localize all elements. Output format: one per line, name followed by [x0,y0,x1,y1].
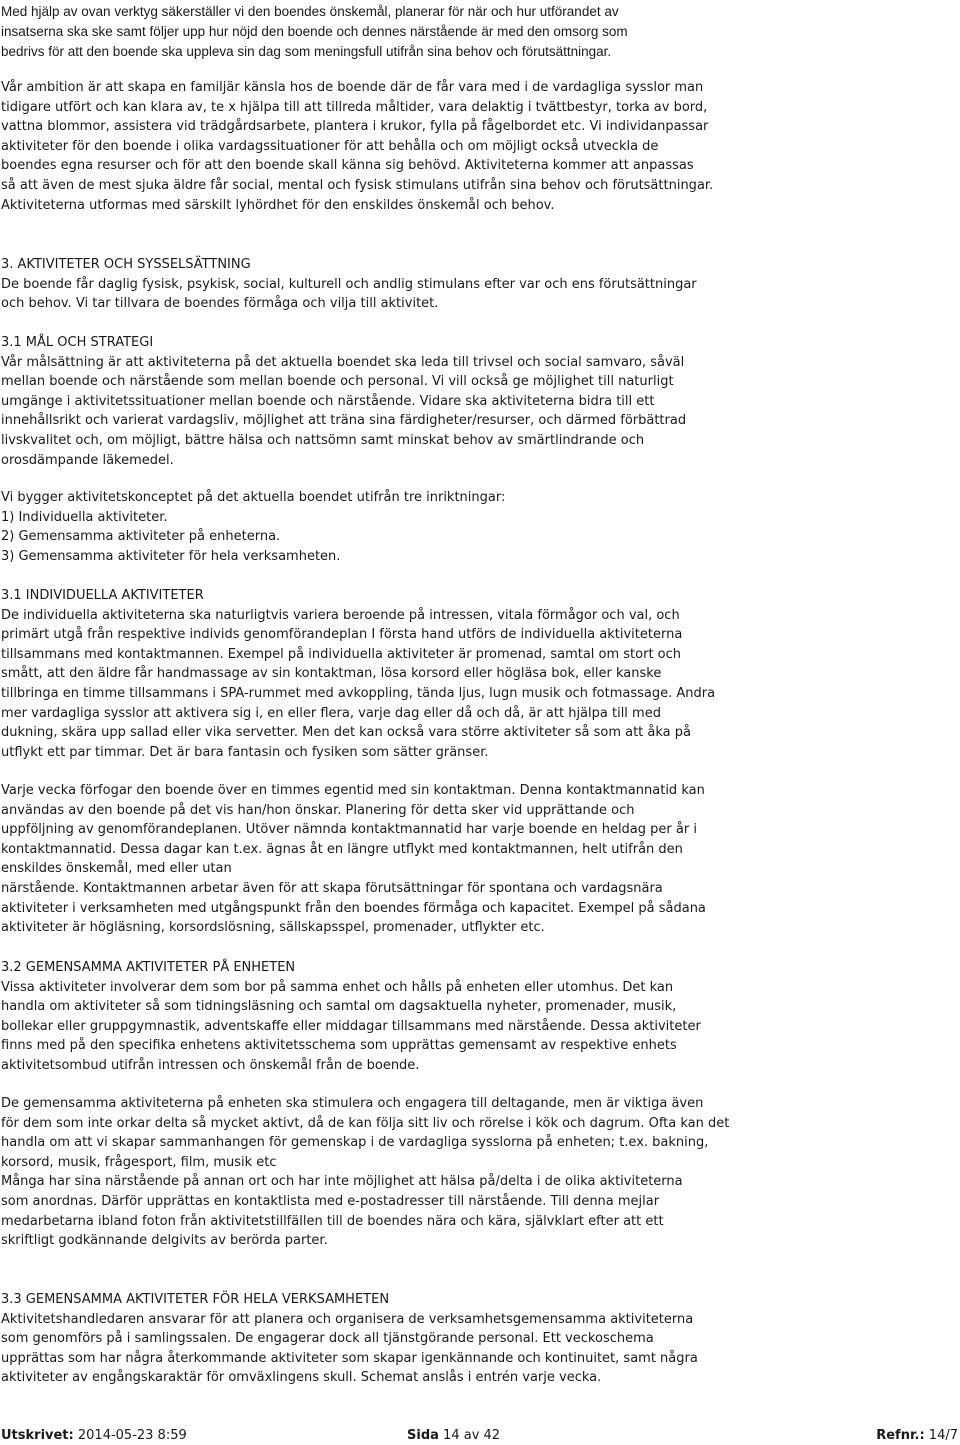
reference-number: Refnr.: 14/7 [876,1428,958,1443]
intro-paragraph: Med hjälp av ovan verktyg säkerställer vi den boendes önskemål, planerar för när och hur utförandet av insatserna ska ske samt följer upp hur nöjd den boende och dennes närstående är med den omsorg som bedrivs för att den boende ska uppleva sin dag som meningsfull utifrån sina behov och förutsättningar. [1,4,628,59]
activity-concept-list: Vi bygger aktivitetskonceptet på det aktuella boendet utifrån tre inriktningar: 1) Individuella aktiviteter. 2) Gemensamma aktiviteter på enheterna. 3) Gemensamma aktiviteter för hela verksamheten. [1,490,506,564]
page-number: Sida 14 av 42 [407,1428,501,1443]
section-3-2-unit: 3.2 GEMENSAMMA AKTIVITETER PÅ ENHETEN Vissa aktiviteter involverar dem som bor på samma enhet och hålls på enheten eller utomhus. Det kan handla om aktiviteter så som tidningsläsning och samtal om dagsaktuella nyheter, promenader, musik, bollekar eller gruppgymnastik, adventskaffe eller middagar tillsammans med närstående. Dessa aktiviteter finns med på den specifika enhetens aktivitetsschema som upprättas gemensamt av respektive enhets aktivitetsombud utifrån intressen och önskemål från de boende. [1,960,701,1073]
contact-person-paragraph: Varje vecka förfogar den boende över en timmes egentid med sin kontaktman. Denna kontaktmannatid kan användas av den boende på det vis han/hon önskar. Planering för detta sker vid upprättande och uppföljning av genomförandeplanen. Utöver nämnda kontaktmannatid har varje boende en heldag per år i kontaktmannatid. Dessa dagar kan t.ex. ägnas åt en längre utflykt med kontaktmannen, helt utifrån den enskildes önskemål, med eller utan närstående. Kontaktmannen arbetar även för att skapa förutsättningar för spontana och vardagsnära aktiviteter i verksamheten med utgångspunkt från den boendes förmåga och kapacitet. Exempel på sådana aktiviteter är högläsning, korsordslösning, sällskapsspel, promenader, utflykter etc. [1,783,706,936]
printed-date: Utskrivet: 2014-05-23 8:59 [1,1428,187,1443]
section-3-activities: 3. AKTIVITETER OCH SYSSELSÄTTNING De boende får daglig fysisk, psykisk, social, kulturell och andlig stimulans efter var och ens förutsättningar och behov. Vi tar tillvara de boendes förmåga och vilja till aktivitet. [1,257,697,312]
page-footer [1,1427,958,1445]
section-3-3-whole: 3.3 GEMENSAMMA AKTIVITETER FÖR HELA VERKSAMHETEN Aktivitetshandledaren ansvarar för att planera och organisera de verksamhetsgemensamma aktiviteterna som genomförs på i samlingssalen. De engagerar dock all tjänstgörande personal. Ett veckoschema upprättas som har några återkommande aktiviteter som skapar igenkännande och kontinuitet, samt några aktiviteter av engångskaraktär för omväxlingens skull. Schemat anslås i entrén varje vecka. [1,1292,698,1386]
unit-activities-paragraph: De gemensamma aktiviteterna på enheten ska stimulera och engagera till deltagande, men är viktiga även för dem som inte orkar delta så mycket aktivt, då de kan följa sitt liv och rörelse i kök och dagrum. Ofta kan det handla om att vi skapar sammanhangen för gemenskap i de vardagliga sysslorna på enheten; t.ex. bakning, korsord, musik, frågesport, film, musik etc Många har sina närstående på annan ort och har inte möjlighet att hälsa på/delta i de olika aktiviteterna som anordnas. Därför upprättas en kontaktlista med e-postadresser till närstående. Till denna mejlar medarbetarna ibland foton från aktivitetstillfällen till de boendes nära och kära, självklart efter att ett skriftligt godkännande delgivits av berörda parter. [1,1096,730,1249]
ambition-paragraph: Vår ambition är att skapa en familjär känsla hos de boende där de får vara med i de vardagliga sysslor man tidigare utfört och kan klara av, te x hjälpa till att tillreda måltider, vara delaktig i tvättbestyr, torka av bord, vattna blommor, assistera vid trädgårdsarbete, plantera i krukor, fylla på fågelbordet etc. Vi individanpassar aktiviteter för den boende i olika vardagssituationer för att behålla och om möjligt också utveckla de boendes egna resurser och för att den boende skall känna sig behövd. Aktiviteterna kommer att anpassas så att även de mest sjuka äldre får social, mental och fysisk stimulans utifrån sina behov och förutsättningar. Aktiviteterna utformas med särskilt lyhördhet för den enskildes önskemål och behov. [1,80,714,213]
section-3-1-individual: 3.1 INDIVIDUELLA AKTIVITETER De individuella aktiviteterna ska naturligtvis variera beroende på intressen, vitala förmågor och val, och primärt utgå från respektive individs genomförandeplan I första hand utförs de individuella aktiviteterna tillsammans med kontaktmannen. Exempel på individuella aktiviteter är promenad, samtal om stort och smått, att den äldre får handmassage av sin kontaktman, lösa korsord eller högläsa bok, eller kanske tillbringa en timme tillsammans i SPA-rummet med avkoppling, tända ljus, lugn musik och fotmassage. Andra mer vardagliga sysslor att aktivera sig i, en eller flera, varje dag eller då och då, är att hjälpa till med dukning, skära upp sallad eller vika servetter. Men det kan också vara större aktiviteter så som att åka på utflykt ett par timmar. Det är bara fantasin och fysiken som sätter gränser. [1,588,716,760]
section-3-1-goals: 3.1 MÅL OCH STRATEGI Vår målsättning är att aktiviteterna på det aktuella boendet ska leda till trivsel och social samvaro, såväl mellan boende och närstående som mellan boende och personal. Vi vill också ge möjlighet till naturligt umgänge i aktivitetssituationer mellan boende och närstående. Vidare ska aktiviteterna bidra till ett innehållsrikt och varierat vardagsliv, möjlighet att träna sina färdigheter/resurser, och därmed förbättrad livskvalitet och, om möjligt, bättre hälsa och nattsömn samt minskat behov av smärtlindrande och orosdämpande läkemedel. [1,335,687,468]
